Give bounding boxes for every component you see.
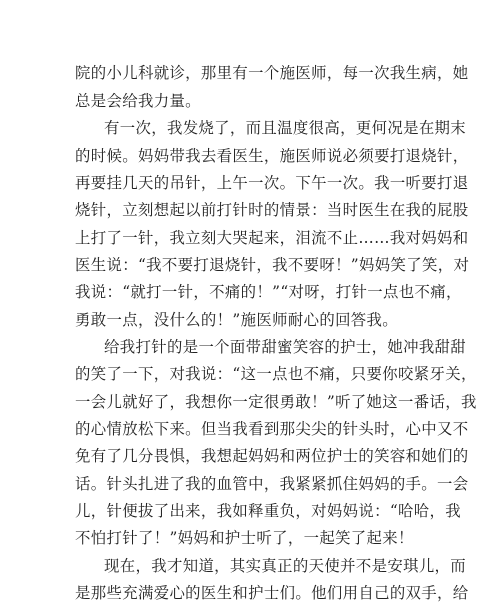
text-line: 的时候。妈妈带我去看医生，施医师说必须要打退烧针， [75,147,469,165]
text-line: 的笑了一下，对我说：“这一点也不痛，只要你咬紧牙关， [75,365,477,383]
text-line: 勇敢一点，没什么的！”施医师耐心的回答我。 [75,311,399,329]
text-line: 医生说：“我不要打退烧针，我不要呀！”妈妈笑了笑，对 [75,256,470,274]
text-line: 儿，针便拔了出来，我如释重负，对妈妈说：“哈哈，我 [75,502,461,520]
paragraph-start-line: 给我打针的是一个面带甜蜜笑容的护士，她冲我甜甜 [104,338,467,356]
text-line: 烧针，立刻想起以前打针时的情景：当时医生在我的屁股 [75,201,469,219]
text-line: 我说：“就打一针，不痛的！”“对呀，打针一点也不痛， [75,283,462,301]
text-line: 的心情放松下来。但当我看到那尖尖的针头时，心中又不 [75,420,469,438]
text-line: 免有了几分畏惧，我想起妈妈和两位护士的笑容和她们的 [75,447,469,465]
text-line: 不怕打针了！”妈妈和护士听了，一起笑了起来！ [75,529,414,547]
paragraph-start-line: 有一次，我发烧了，而且温度很高，更何况是在期末 [104,119,467,137]
paragraph-start-line: 现在，我才知道，其实真正的天使并不是安琪儿，而 [104,557,467,575]
text-line: 院的小儿科就诊，那里有一个施医师，每一次我生病，她 [75,64,469,82]
text-line: 是那些充满爱心的医生和护士们。他们用自己的双手，给 [75,584,469,602]
text-line: 总是会给我力量。 [75,92,201,110]
text-line: 上打了一针，我立刻大哭起来，泪流不止……我对妈妈和 [75,229,469,247]
text-line: 一会儿就好了，我想你一定很勇敢！”听了她这一番话，我 [75,393,477,411]
text-line: 话。针头扎进了我的血管中，我紧紧抓住妈妈的手。一会 [75,475,469,493]
text-line: 再要挂几天的吊针，上午一次。下午一次。我一听要打退 [75,174,469,192]
